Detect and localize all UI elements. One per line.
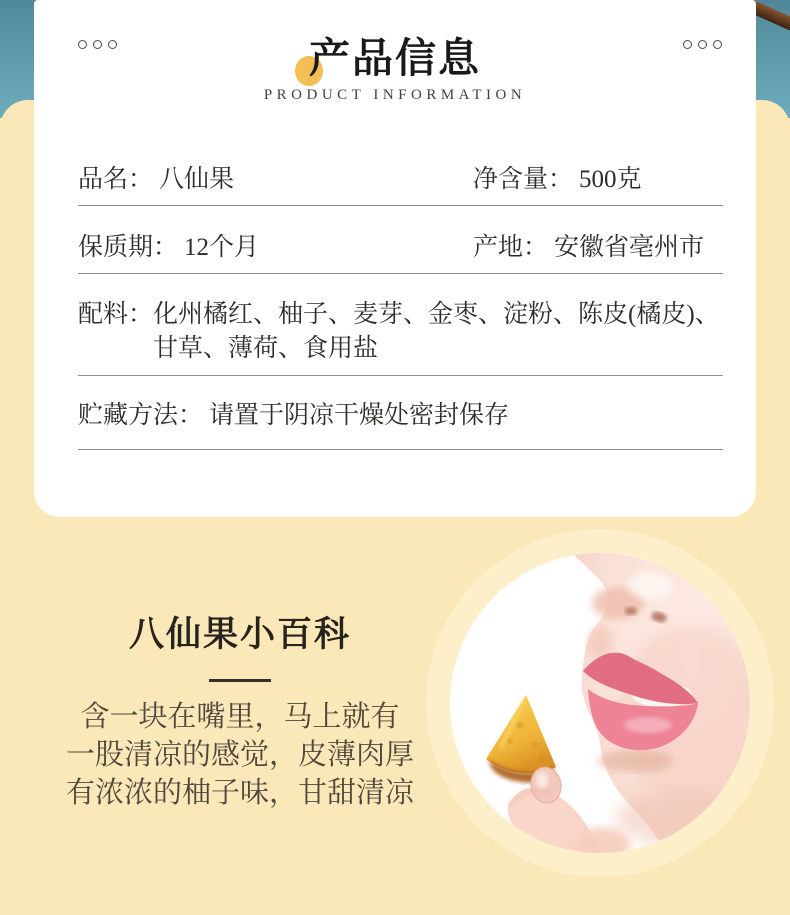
page-title-text: 产品信息 — [309, 35, 481, 81]
knowledge-paragraph — [30, 698, 450, 812]
spec-cell-origin — [473, 232, 723, 264]
ingredients-text — [153, 298, 723, 366]
card-header — [34, 0, 756, 104]
spec-cell-net-weight — [473, 164, 723, 196]
ingredients-line: 甘草、薄荷、食用盐 — [153, 335, 379, 362]
spec-label: 保质期： — [78, 234, 179, 261]
woman-tasting-fruit-photo — [450, 553, 750, 853]
knowledge-line: 一股清凉的感觉，皮薄肉厚 — [65, 739, 414, 771]
product-spec-table — [78, 150, 723, 450]
spec-value: 500克 — [579, 166, 642, 193]
small-divider-line — [209, 679, 271, 682]
spec-label: 产地： — [473, 234, 549, 261]
knowledge-title: 八仙果小百科 — [128, 615, 351, 654]
spec-label: 配料： — [78, 301, 154, 328]
knowledge-line: 有浓浓的柚子味，甘甜清凉 — [65, 777, 414, 809]
page-subtitle: PRODUCT INFORMATION — [263, 87, 527, 104]
table-row-shelflife-origin — [78, 206, 723, 274]
product-info-card — [34, 0, 756, 517]
table-row-ingredients — [78, 274, 723, 376]
knowledge-section — [30, 617, 450, 812]
spec-value: 八仙果 — [159, 166, 235, 193]
spec-value: 12个月 — [184, 234, 260, 261]
page-title — [309, 36, 481, 81]
spec-label: 净含量： — [473, 166, 574, 193]
spec-label: 贮藏方法： — [78, 402, 204, 429]
spec-cell-shelf-life — [78, 232, 473, 264]
nostril — [625, 607, 637, 615]
table-row-name-weight — [78, 150, 723, 206]
table-row-storage — [78, 376, 723, 450]
spec-label: 品名： — [78, 166, 154, 193]
ingredients-line: 化州橘红、柚子、麦芽、金枣、淀粉、陈皮(橘皮)、 — [153, 301, 720, 328]
knowledge-line: 含一块在嘴里，马上就有 — [80, 701, 400, 733]
spec-value: 安徽省亳州市 — [554, 234, 705, 261]
spec-value: 请置于阴凉干燥处密封保存 — [209, 402, 510, 429]
spec-cell-name — [78, 164, 473, 196]
